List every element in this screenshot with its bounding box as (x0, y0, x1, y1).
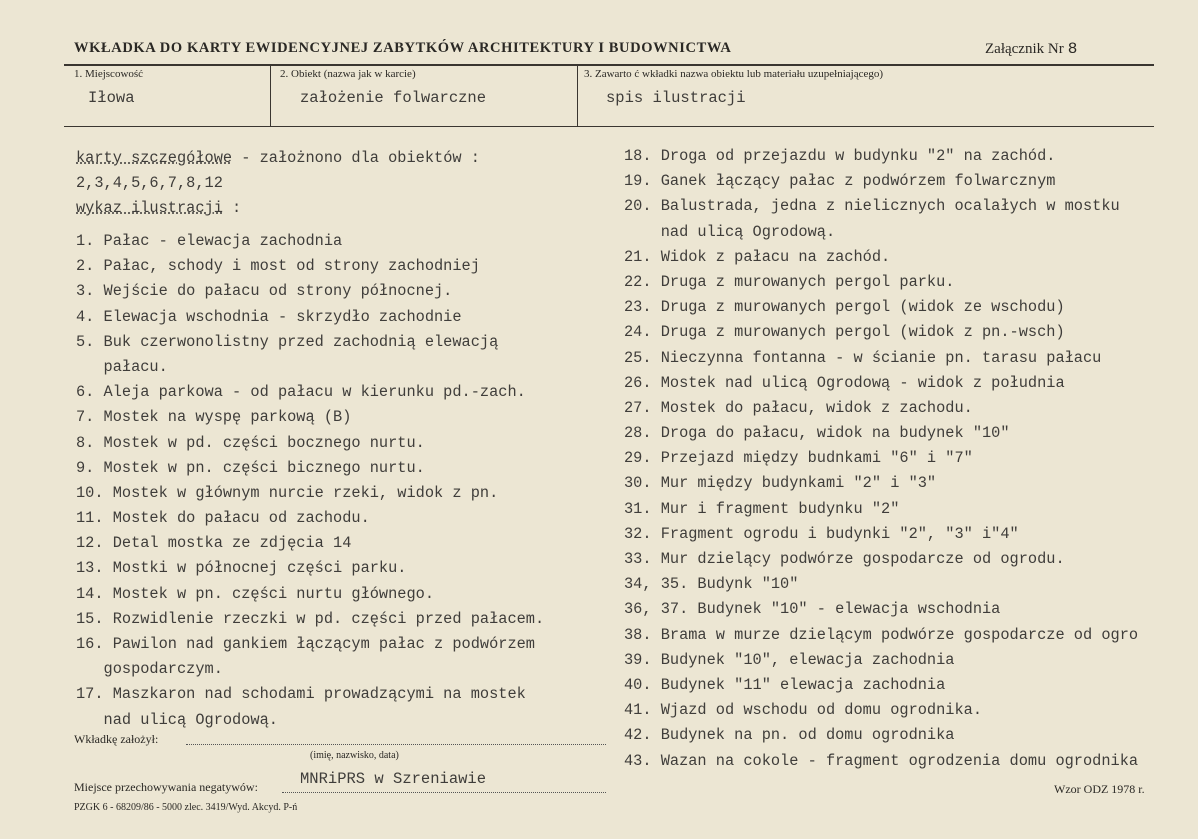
list-item: 33. Mur dzielący podwórze gospodarcze od ogrodu. (624, 550, 1065, 568)
field-object-label: 2. Obiekt (nazwa jak w karcie) (280, 68, 416, 80)
list-item: 27. Mostek do pałacu, widok z zachodu. (624, 398, 973, 417)
negatives-value: MNRiPRS w Szreniawie (300, 770, 487, 788)
annex-label (985, 40, 1077, 58)
list-item: 16. Pawilon nad gankiem łączącym pałac z podwórzem (76, 635, 535, 653)
list-item: 3. Wejście do pałacu od strony północnej. (76, 282, 453, 301)
field-contents-label: 3. Zawarto ć wkładki nazwa obiektu lub materiału uzupełniającego) (584, 68, 884, 80)
list-item: 15. Rozwidlenie rzeczki w pd. części przed pałacem. (76, 609, 545, 628)
list-item: 32. Fragment ogrodu i budynki "2", "3" i"4" (624, 524, 1019, 543)
list-item: nad ulicą Ogrodową. (624, 222, 836, 241)
field-location-label: 1. Miejscowość (74, 68, 144, 80)
list-item: 36, 37. Budynek "10" - elewacja wschodnia (624, 600, 1001, 619)
list-item: 29. Przejazd między budnkami "6" i "7" (624, 449, 973, 468)
list-item: 6. Aleja parkowa - od pałacu w kierunku pd.-zach. (76, 383, 526, 402)
annex-label-text: Załącznik Nr (985, 41, 1064, 57)
field-object-value: założenie folwarczne (300, 89, 487, 107)
list-item: 22. Druga z murowanych pergol parku. (624, 272, 955, 291)
list-heading: wykaz ilustracji (76, 199, 223, 217)
list-item: gospodarczym. (76, 660, 223, 679)
list-heading-rest: : (222, 199, 242, 217)
author-line (186, 744, 606, 745)
annex-number: 8 (1067, 40, 1078, 58)
intro-numbers: 2,3,4,5,6,7,8,12 (76, 174, 223, 192)
list-item: 1. Pałac - elewacja zachodnia (76, 232, 343, 250)
list-item: 34, 35. Budynk "10" (624, 575, 799, 594)
list-item: 40. Budynek "11" elewacja zachodnia (624, 675, 946, 694)
form-title: WKŁADKA DO KARTY EWIDENCYJNEJ ZABYTKÓW ARCHITEKTURY I BUDOWNICTWA (74, 40, 732, 56)
list-item: 2. Pałac, schody i most od strony zachodniej (76, 257, 480, 276)
list-item: 5. Buk czerwonolistny przed zachodnią elewacją (76, 332, 499, 351)
printer-info: PZGK 6 - 68209/86 - 5000 zlec. 3419/Wyd. Akcyd. P-ń (74, 802, 298, 813)
list-item: 24. Druga z murowanych pergol (widok z pn.-wsch) (624, 323, 1065, 342)
list-item: 39. Budynek "10", elewacja zachodnia (624, 650, 955, 669)
right-list (624, 144, 1196, 774)
intro-heading: karty szczegółowe (76, 149, 233, 167)
list-item: 28. Droga do pałacu, widok na budynek "10" (624, 424, 1010, 443)
list-item: nad ulicą Ogrodową. (76, 710, 278, 729)
intro-rest: - założnono dla obiektów : (232, 149, 480, 167)
list-item: pałacu. (76, 357, 168, 376)
list-item: 21. Widok z pałacu na zachód. (624, 247, 891, 266)
field-location-value: Iłowa (88, 89, 135, 107)
field-divider-2 (577, 64, 578, 126)
list-item: 38. Brama w murze dzielącym podwórze gospodarcze od ogro (624, 625, 1139, 644)
list-item: 25. Nieczynna fontanna - w ścianie pn. tarasu pałacu (624, 348, 1102, 367)
list-item: 43. Wazan na cokole - fragment ogrodzenia domu ogrodnika (624, 751, 1139, 770)
author-hint: (imię, nazwisko, data) (310, 750, 399, 761)
list-item: 7. Mostek na wyspę parkową (B) (76, 408, 352, 427)
list-item: 12. Detal mostka ze zdjęcia 14 (76, 534, 352, 553)
list-item: 14. Mostek w pn. części nurtu głównego. (76, 584, 435, 603)
list-item: 23. Druga z murowanych pergol (widok ze wschodu) (624, 298, 1065, 317)
field-contents-value: spis ilustracji (606, 89, 746, 107)
list-heading-line (76, 196, 241, 221)
author-label: Wkładkę założył: (74, 732, 159, 746)
header-top-rule (64, 64, 1154, 66)
list-item: 11. Mostek do pałacu od zachodu. (76, 509, 370, 528)
list-item: 9. Mostek w pn. części bicznego nurtu. (76, 458, 425, 477)
header-bottom-rule (64, 126, 1154, 127)
list-item: 17. Maszkaron nad schodami prowadzącymi na mostek (76, 685, 526, 704)
left-list (76, 229, 544, 733)
list-item: 18. Droga od przejazdu w budynku "2" na zachód. (624, 147, 1056, 165)
list-item: 13. Mostki w północnej części parku. (76, 559, 407, 578)
list-item: 8. Mostek w pd. części bocznego nurtu. (76, 433, 425, 452)
list-item: 26. Mostek nad ulicą Ogrodową - widok z południa (624, 373, 1065, 392)
list-item: 30. Mur między budynkami "2" i "3" (624, 474, 937, 493)
list-item: 31. Mur i fragment budynku "2" (624, 499, 900, 518)
form-version: Wzor ODZ 1978 r. (1054, 782, 1145, 796)
list-item: 42. Budynek na pn. od domu ogrodnika (624, 726, 955, 745)
list-item: 41. Wjazd od wschodu od domu ogrodnika. (624, 701, 983, 720)
list-item: 10. Mostek w głównym nurcie rzeki, widok z pn. (76, 483, 499, 502)
intro-line (76, 146, 480, 171)
field-divider-1 (270, 64, 271, 126)
negatives-line (282, 792, 606, 793)
negatives-label: Miejsce przechowywania negatywów: (74, 780, 258, 794)
list-item: 20. Balustrada, jedna z nielicznych ocalałych w mostku (624, 197, 1120, 216)
list-item: 19. Ganek łączący pałac z podwórzem folwarcznym (624, 172, 1056, 191)
list-item: 4. Elewacja wschodnia - skrzydło zachodnie (76, 307, 462, 326)
